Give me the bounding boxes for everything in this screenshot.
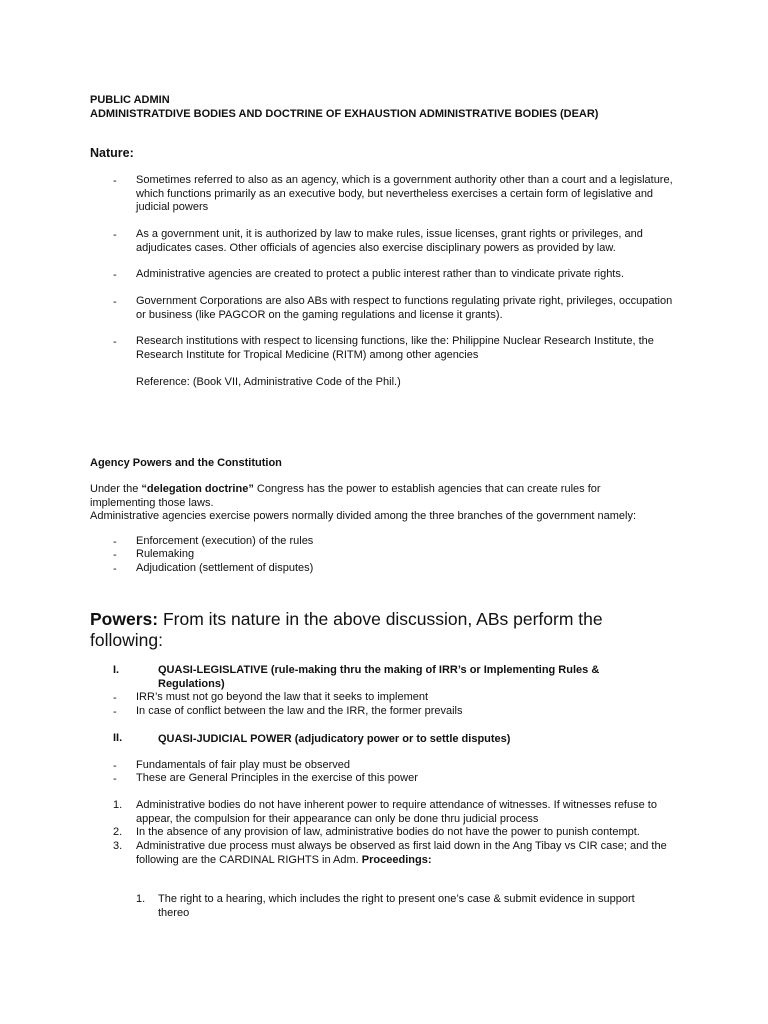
doc-title-line2: ADMINISTRATDIVE BODIES AND DOCTRINE OF EXHAUSTION ADMINISTRATIVE BODIES (DEAR) [90, 108, 599, 120]
bullet-dash: - [113, 175, 117, 187]
section1-item-2: In case of conflict between the law and the IRR, the former prevails [136, 705, 463, 717]
bullet-dash: - [113, 760, 117, 772]
bullet-dash: - [113, 296, 117, 308]
section1-title: QUASI-LEGISLATIVE (rule-making thru the making of IRR’s or Implementing Rules & Regulations) [158, 664, 600, 690]
agency-intro-post: Congress has the power to establish agencies that can create rules for implementing those laws. [90, 483, 601, 509]
section2-item-1: Fundamentals of fair play must be observed [136, 759, 351, 771]
section-numeral: II. [113, 732, 123, 744]
agency-item-2: Rulemaking [136, 548, 195, 560]
agency-intro [90, 483, 650, 510]
bullet-dash: - [113, 563, 117, 575]
bullet-dash: - [113, 706, 117, 718]
agency-intro-pre: Under the [90, 483, 142, 495]
nature-item-4: Government Corporations are also ABs with respect to functions regulating private right, privileges, occupation or business (like PAGCOR on the gaming regulations and license it grants). [136, 295, 673, 321]
bullet-dash: - [113, 336, 117, 348]
list-number: 1. [136, 893, 146, 905]
agency-item-1: Enforcement (execution) of the rules [136, 535, 314, 547]
section2-item-2: These are General Principles in the exercise of this power [136, 772, 418, 784]
delegation-doctrine-term: “delegation doctrine” [141, 483, 254, 495]
section1-item-1: IRR’s must not go beyond the law that it seeks to implement [136, 691, 429, 703]
powers-label: Powers: [90, 609, 159, 629]
nature-item-2: As a government unit, it is authorized by law to make rules, issue licenses, grant rights or privileges, and adjudicates cases. Other officials of agencies also exercise disciplinary powers as provided by law. [136, 228, 643, 254]
bullet-dash: - [113, 536, 117, 548]
section2-title: QUASI-JUDICIAL POWER (adjudicatory power or to settle disputes) [158, 733, 511, 745]
nature-item-5: Research institutions with respect to licensing functions, like the: Philippine Nuclear Research Institute, the Research Institute for Tropical Medicine (RITM) among other agencies [136, 335, 654, 361]
bullet-dash: - [113, 549, 117, 561]
agency-line2: Administrative agencies exercise powers normally divided among the three branches of the government namely: [90, 510, 637, 522]
principle-1: Administrative bodies do not have inherent power to require attendance of witnesses. If witnesses refuse to appear, the compulsion for their appearance can only be done thru judicial process [136, 799, 657, 825]
list-number: 3. [113, 840, 123, 852]
list-number: 2. [113, 826, 123, 838]
bullet-dash: - [113, 692, 117, 704]
principle-2: In the absence of any provision of law, administrative bodies do not have the power to punish contempt. [136, 826, 640, 838]
powers-text: From its nature in the above discussion, ABs perform the following: [90, 609, 603, 650]
principle-3 [136, 840, 676, 867]
bullet-dash: - [113, 773, 117, 785]
agency-item-3: Adjudication (settlement of disputes) [136, 562, 314, 574]
nature-reference: Reference: (Book VII, Administrative Code of the Phil.) [136, 376, 401, 388]
principle-3-text: Administrative due process must always be observed as first laid down in the Ang Tibay vs CIR case; and the following are the CARDINAL RIGHTS in Adm. [136, 840, 667, 866]
nature-item-1: Sometimes referred to also as an agency, which is a government authority other than a court and a legislature, which functions primarily as an executive body, but nevertheless exercises a certain form of legislative and judicial powers [136, 174, 673, 213]
nature-item-3: Administrative agencies are created to protect a public interest rather than to vindicate private rights. [136, 268, 624, 280]
nature-heading: Nature: [90, 146, 134, 160]
powers-heading [90, 609, 650, 651]
cardinal-right-1: The right to a hearing, which includes the right to present one’s case & submit evidence in support thereo [158, 893, 635, 919]
agency-heading: Agency Powers and the Constitution [90, 457, 282, 469]
proceedings-label: Proceedings: [361, 853, 432, 866]
bullet-dash: - [113, 229, 117, 241]
bullet-dash: - [113, 269, 117, 281]
list-number: 1. [113, 799, 123, 811]
section-numeral: I. [113, 664, 120, 676]
doc-title-line1: PUBLIC ADMIN [90, 94, 170, 106]
